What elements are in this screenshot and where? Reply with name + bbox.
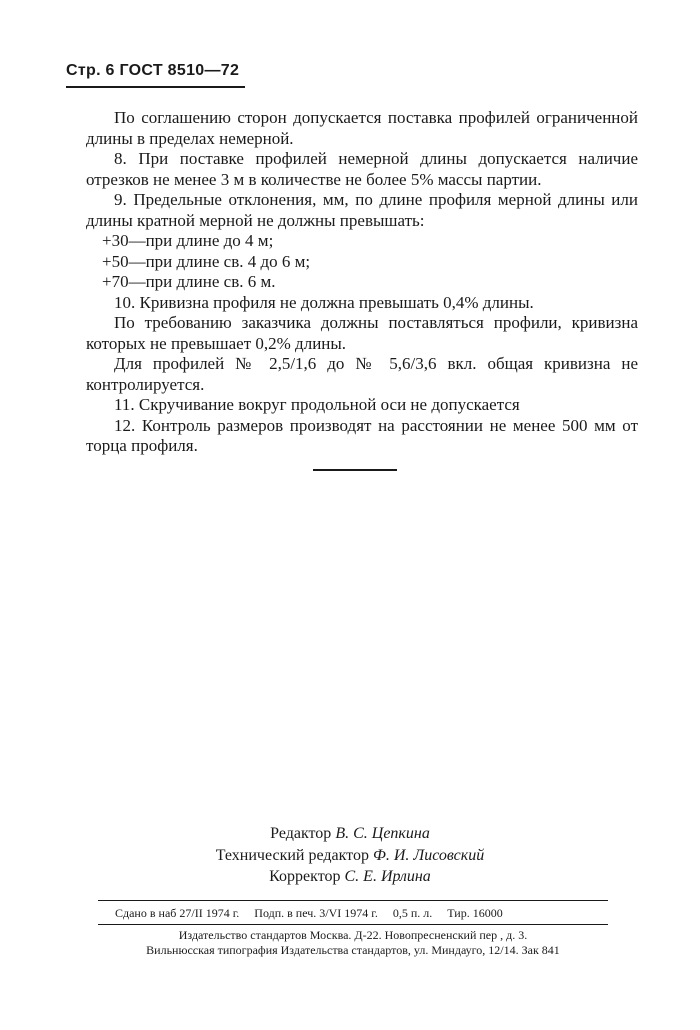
- publisher-info: [98, 928, 608, 958]
- editor-role: Редактор: [270, 825, 332, 842]
- list-item: +70—при длине св. 6 м.: [102, 272, 276, 291]
- list-item: +50—при длине св. 4 до 6 м;: [102, 251, 311, 271]
- corrector-name: С. Е. Ирлина: [344, 868, 431, 885]
- imprint-line: [115, 906, 515, 921]
- paragraph: По требованию заказчика должны поставляться профили, кривизна которых не превышает 0,2% длины.: [86, 313, 638, 353]
- tech-editor-name: Ф. И. Лисовский: [372, 846, 485, 864]
- paragraph: 11. Скручивание вокруг продольной оси не допускается: [114, 395, 520, 414]
- imprint-rule-top: [98, 900, 608, 901]
- editor-name: В. С. Цепкина: [335, 825, 430, 842]
- corrector-line: [200, 866, 500, 888]
- paragraph: 9. Предельные отклонения, мм, по длине профиля мерной длины или длины кратной мерной не должны превышать:: [86, 190, 638, 230]
- credits-block: [200, 823, 500, 888]
- list-item: +30—при длине до 4 м;: [102, 231, 274, 250]
- printer-line: Вильнюсская типография Издательства стандартов, ул. Миндауго, 12/14. Зак 841: [146, 943, 560, 957]
- paragraph: 8. При поставке профилей немерной длины допускается наличие отрезков не менее 3 м в количестве не более 5% массы партии.: [86, 149, 638, 189]
- section-divider: [313, 469, 397, 471]
- tech-editor-role: Технический редактор: [215, 846, 369, 864]
- paragraph: 10. Кривизна профиля не должна превышать 0,4% длины.: [114, 292, 534, 312]
- publisher-line: Издательство стандартов Москва. Д-22. Новопресненский пер , д. 3.: [178, 928, 528, 942]
- signed-date: Подп. в печ. 3/VI 1974 г.: [254, 906, 378, 920]
- print-run: Тир. 16000: [447, 906, 503, 920]
- header-rule: [66, 86, 245, 88]
- paragraph: По соглашению сторон допускается поставка профилей ограниченной длины в пределах немерной.: [86, 108, 638, 148]
- page-header: Стр. 6 ГОСТ 8510—72: [66, 62, 240, 79]
- submitted-date: Сдано в наб 27/II 1974 г.: [115, 906, 240, 920]
- paragraph: Для профилей № 2,5/1,6 до № 5,6/3,6 вкл. общая кривизна не контролируется.: [86, 354, 638, 394]
- imprint-rule-bottom: [98, 924, 608, 925]
- tech-editor-line: [200, 845, 500, 867]
- print-sheets: 0,5 п. л.: [392, 906, 433, 920]
- paragraph: 12. Контроль размеров производят на расстоянии не менее 500 мм от торца профиля.: [86, 415, 638, 455]
- corrector-role: Корректор: [269, 868, 341, 885]
- body-text: [86, 108, 638, 457]
- editor-line: [200, 823, 500, 845]
